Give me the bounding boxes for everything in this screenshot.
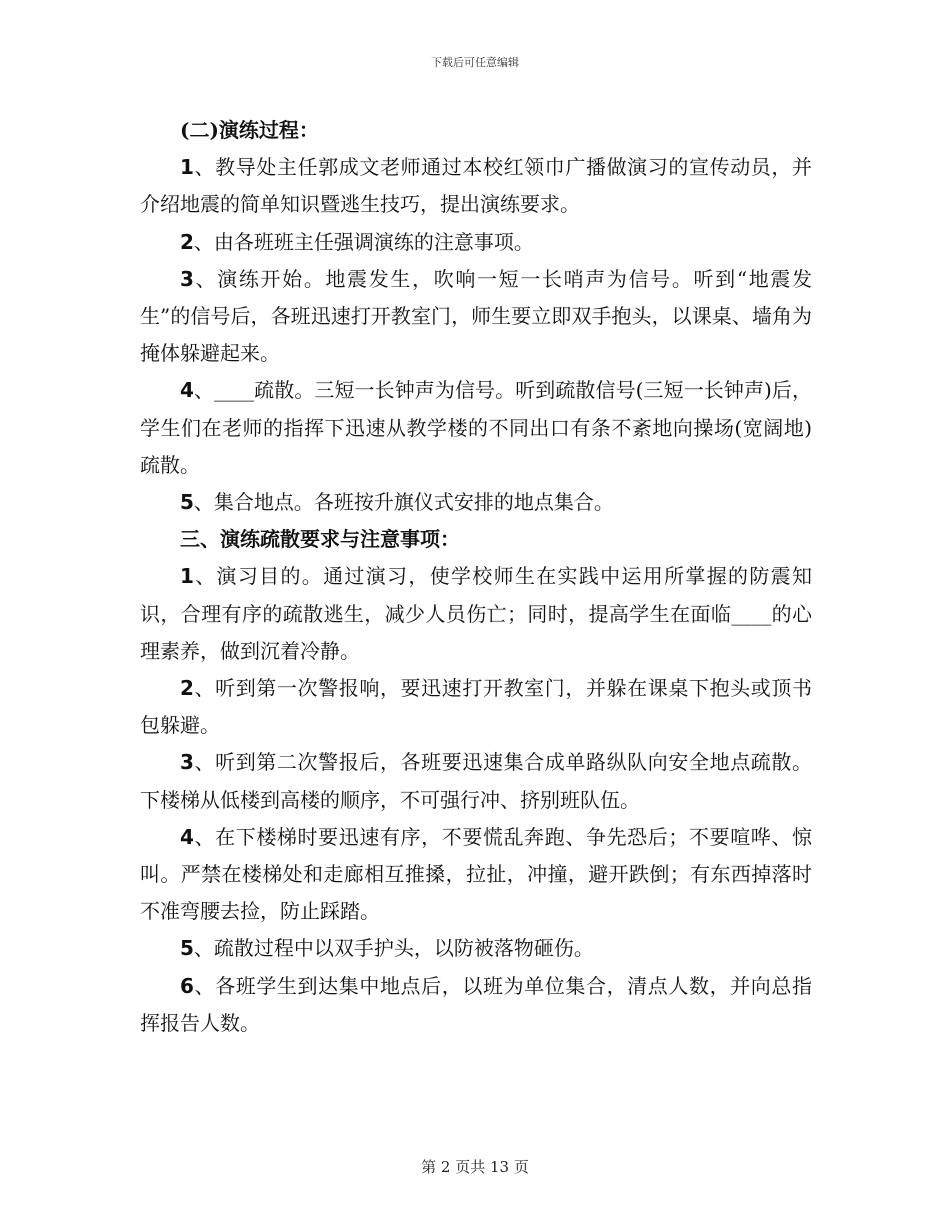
item-text: 、____疏散。三短一长钟声为信号。听到疏散信号(三短一长钟声)后，学生们在老师的指挥下迅速从教学楼的不同出口有条不紊地向操场(宽阔地)疏散。	[140, 378, 812, 477]
item-number: 5	[180, 490, 194, 515]
item-text: 、演习目的。通过演习，使学校师生在实践中运用所掌握的防震知识，合理有序的疏散逃生，减少人员伤亡；同时，提高学生在面临____的心理素养，做到沉着冷静。	[140, 564, 812, 663]
item-text: 、听到第一次警报响，要迅速打开教室门，并躲在课桌下抱头或顶书包躲避。	[140, 676, 812, 738]
paragraph-item	[140, 261, 812, 373]
section-heading-drill-process: (二)演练过程：	[180, 118, 319, 142]
paragraph-item	[140, 224, 812, 261]
paragraph-item	[140, 930, 812, 967]
paragraph-item	[140, 819, 812, 931]
item-number: 3	[180, 750, 194, 775]
paragraph-item	[140, 968, 812, 1042]
item-text: 、演练开始。地震发生，吹响一短一长哨声为信号。听到“地震发生”的信号后，各班迅速打开教室门，师生要立即双手抱头，以课桌、墙角为掩体躲避起来。	[140, 266, 812, 366]
item-text: 、各班学生到达集中地点后，以班为单位集合，清点人数，并向总指挥报告人数。	[140, 973, 812, 1035]
section-heading-requirements: 三、演练疏散要求与注意事项：	[180, 527, 460, 552]
document-body	[140, 112, 812, 1042]
item-text: 、教导处主任郭成文老师通过本校红领巾广播做演习的宣传动员，并介绍地震的简单知识暨逃生技巧，提出演练要求。	[140, 155, 812, 217]
paragraph-item	[140, 149, 812, 223]
item-number: 1	[180, 564, 194, 589]
item-number: 4	[180, 378, 194, 403]
paragraph-item	[140, 558, 812, 670]
item-number: 6	[180, 973, 194, 998]
item-number: 2	[180, 676, 194, 701]
item-number: 3	[180, 266, 194, 291]
item-number: 4	[180, 824, 194, 849]
paragraph-item	[140, 744, 812, 818]
item-text: 、听到第二次警报后，各班要迅速集合成单路纵队向安全地点疏散。下楼梯从低楼到高楼的顺序，不可强行冲、挤别班队伍。	[140, 750, 812, 812]
item-text: 、由各班班主任强调演练的注意事项。	[193, 229, 534, 254]
item-text: 、在下楼梯时要迅速有序，不要慌乱奔跑、争先恐后；不要喧哗、惊叫。严禁在楼梯处和走廊相互推搡，拉扯，冲撞，避开跌倒；有东西掉落时不准弯腰去捡，防止踩踏。	[140, 824, 812, 924]
paragraph-item	[140, 372, 812, 484]
page-footer: 第 2 页共 13 页	[421, 1158, 529, 1176]
paragraph-item	[140, 484, 812, 521]
item-number: 2	[180, 229, 194, 254]
item-number: 1	[180, 155, 194, 180]
item-text: 、疏散过程中以双手护头，以防被落物砸伤。	[193, 936, 594, 961]
page-header: 下载后可任意编辑	[431, 56, 519, 69]
item-number: 5	[180, 936, 194, 961]
paragraph-item	[140, 670, 812, 744]
item-text: 、集合地点。各班按升旗仪式安排的地点集合。	[193, 490, 614, 515]
